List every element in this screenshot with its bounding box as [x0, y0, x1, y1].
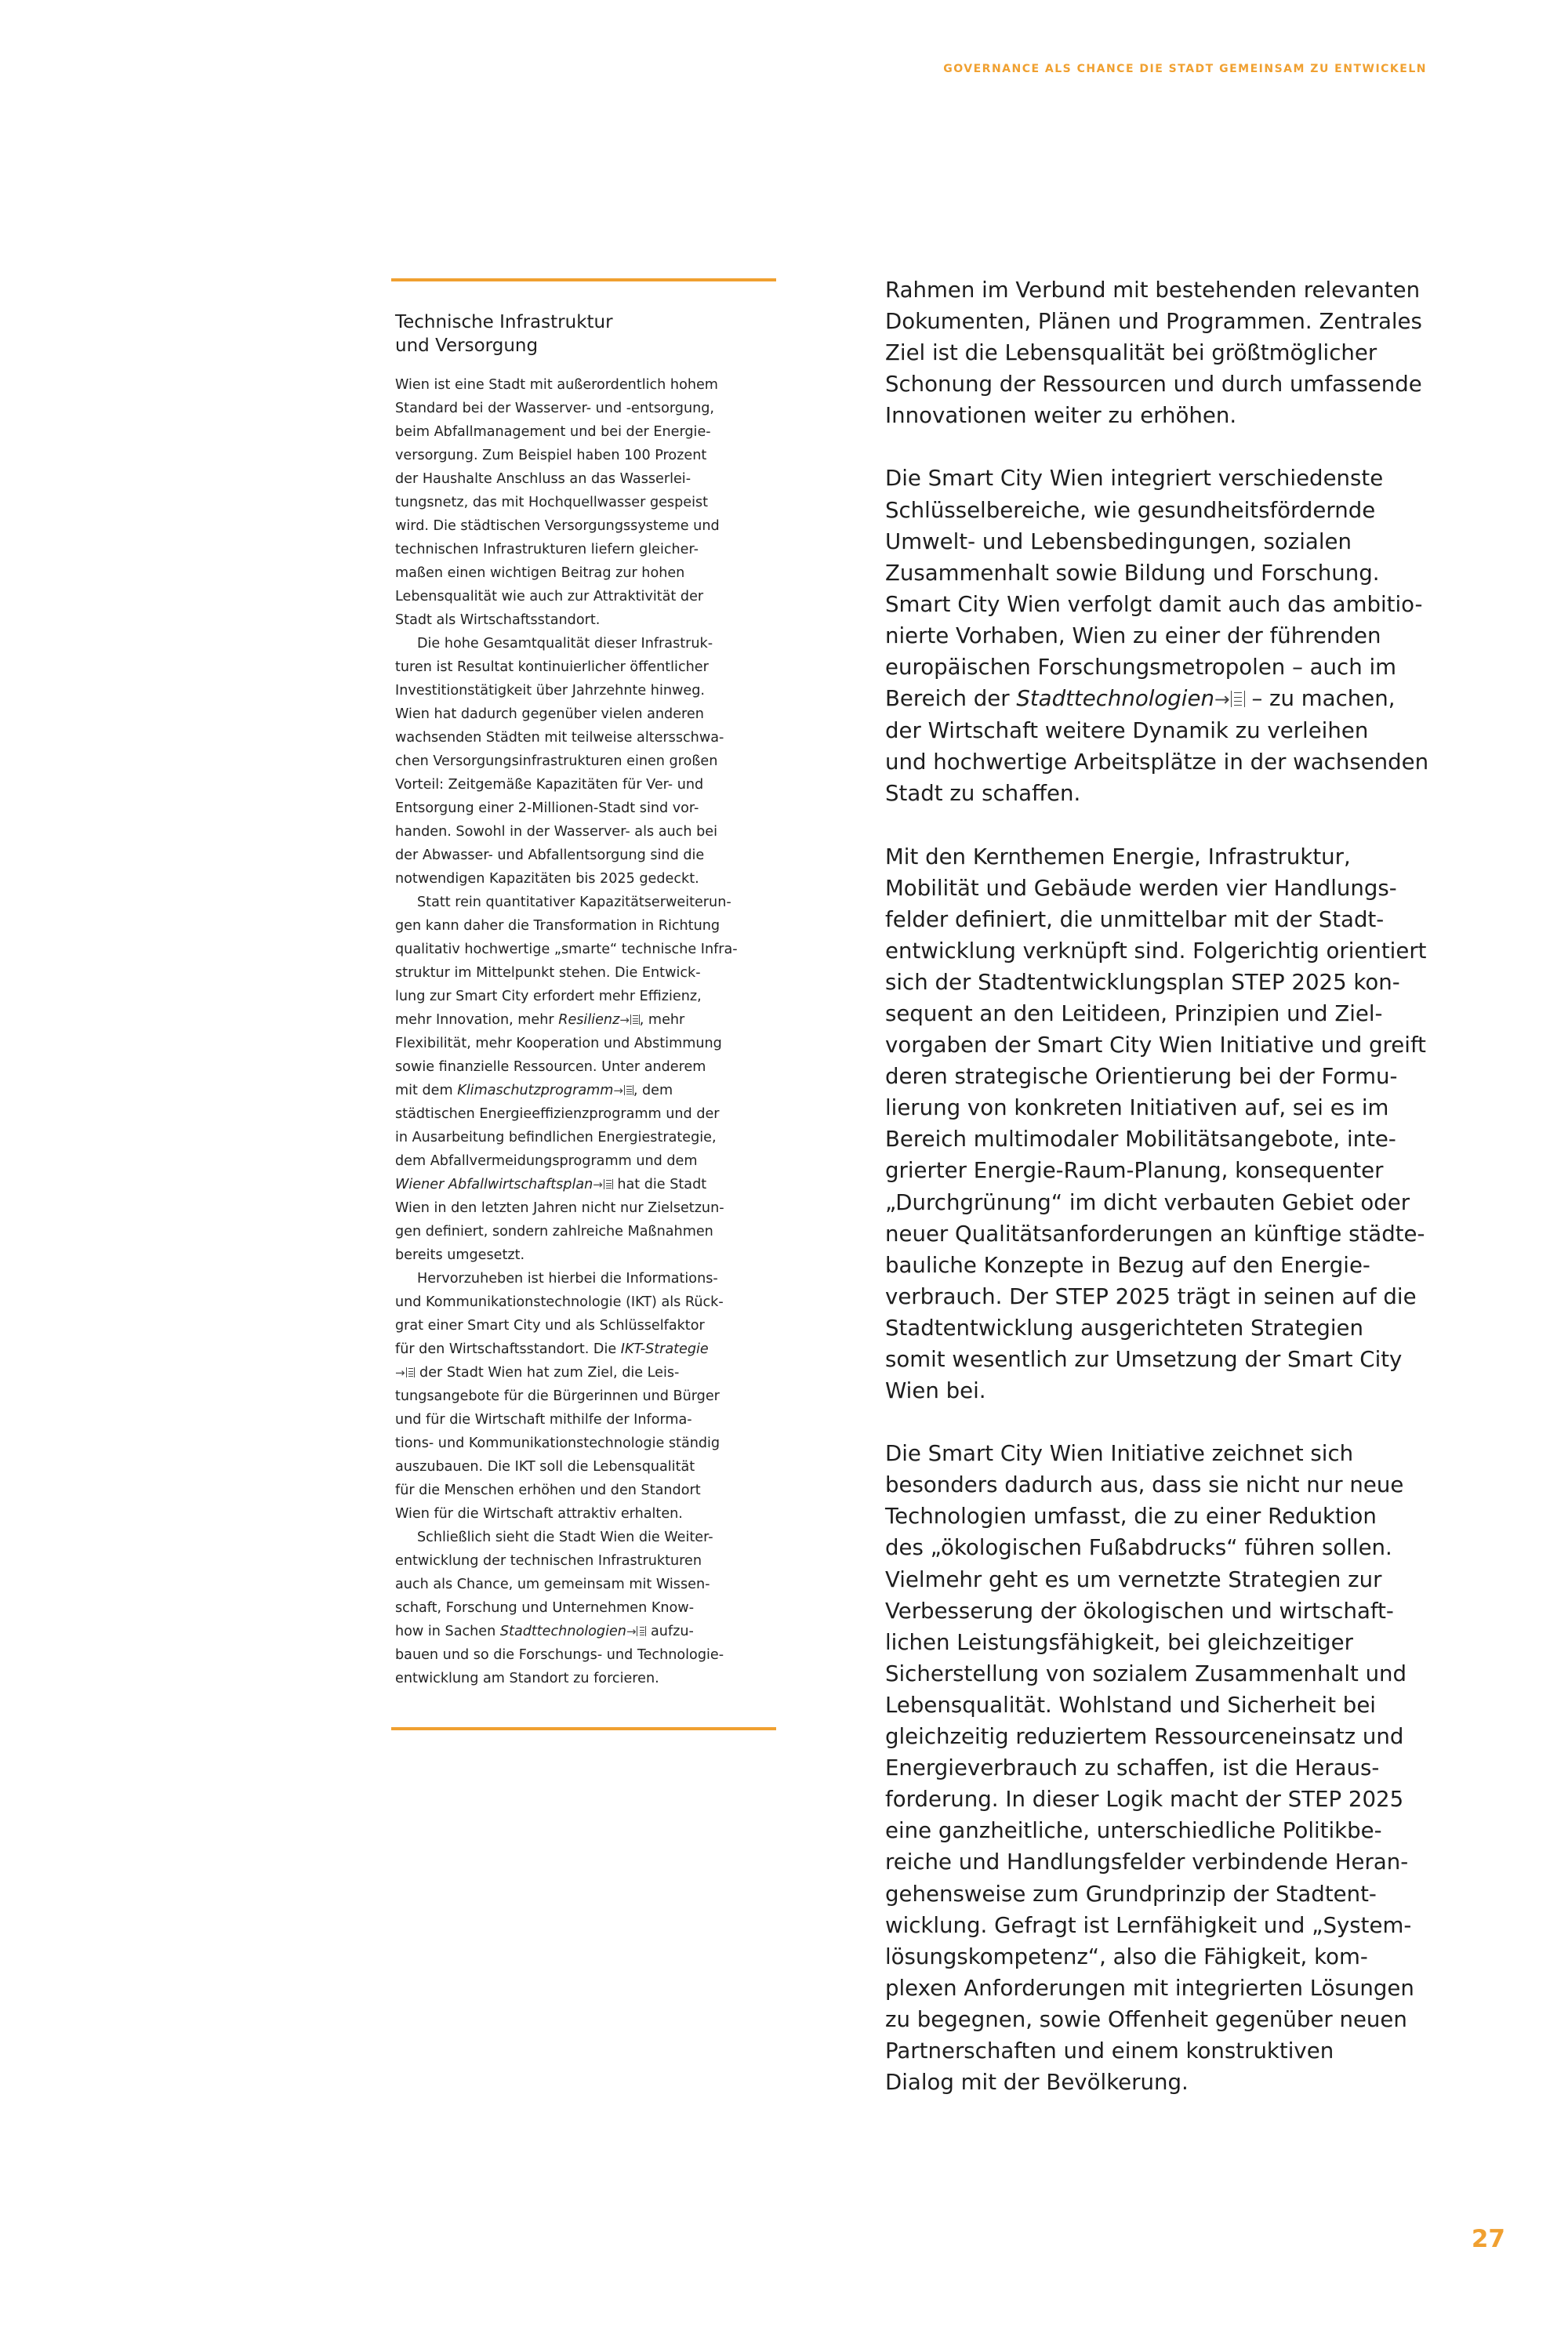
text-line: lichen Leistungsfähigkeit, bei gleichzeitiger	[885, 1628, 1353, 1655]
text-line: Rahmen im Verbund mit bestehenden relevanten	[885, 277, 1421, 303]
text-segment: der Stadt Wien hat zum Ziel, die Leis-	[415, 1365, 680, 1381]
text-line	[395, 1008, 771, 1032]
text-line: Lebensqualität. Wohlstand und Sicherheit bei	[885, 1691, 1376, 1718]
text-line: Vielmehr geht es um vernetzte Strategien zur	[885, 1566, 1382, 1592]
text-line: deren strategische Orientierung bei der Formu-	[885, 1063, 1398, 1090]
text-line	[395, 1361, 771, 1385]
text-line: „Durchgrünung“ im dicht verbauten Gebiet oder	[885, 1189, 1410, 1215]
text-line: Dokumenten, Plänen und Programmen. Zentrales	[885, 308, 1422, 335]
sidebar-paragraph-3	[395, 891, 771, 1267]
text-line: turen ist Resultat kontinuierlicher öffentlicher	[395, 659, 709, 675]
text-segment: aufzu-	[646, 1624, 694, 1639]
glossary-term-klimaschutzprogramm[interactable]: Klimaschutzprogramm	[457, 1083, 614, 1098]
sidebar-paragraph-2	[395, 632, 771, 891]
text-line: Bereich multimodaler Mobilitätsangebote, inte-	[885, 1126, 1396, 1152]
glossary-reference-icon[interactable]: →	[613, 1079, 633, 1102]
text-line: gleichzeitig reduziertem Ressourceneinsatz und	[885, 1723, 1404, 1750]
text-line: Schließlich sieht die Stadt Wien die Weiter-	[417, 1530, 713, 1545]
text-line	[885, 683, 1450, 715]
text-line: technischen Infrastrukturen liefern gleicher-	[395, 542, 699, 557]
text-segment: für den Wirtschaftsstandort. Die	[395, 1341, 621, 1357]
text-line: grat einer Smart City und als Schlüsselfaktor	[395, 1318, 705, 1334]
text-line	[395, 1173, 771, 1196]
sidebar-paragraph-1	[395, 373, 771, 632]
text-line: Technologien umfasst, die zu einer Reduktion	[885, 1503, 1377, 1530]
text-line: plexen Anforderungen mit integrierten Lösungen	[885, 1974, 1414, 2001]
text-line	[395, 1338, 771, 1361]
text-line: Zusammenhalt sowie Bildung und Forschung.	[885, 559, 1380, 586]
text-segment: , dem	[633, 1083, 673, 1098]
text-line: Mobilität und Gebäude werden vier Handlungs-	[885, 874, 1397, 901]
text-line: entwicklung der technischen Infrastrukturen	[395, 1553, 702, 1569]
text-line: Vorteil: Zeitgemäße Kapazitäten für Ver- und	[395, 777, 704, 793]
text-line: der Haushalte Anschluss an das Wasserlei-	[395, 471, 691, 487]
text-line: Schonung der Ressourcen und durch umfassende	[885, 371, 1422, 397]
text-segment: mehr Innovation, mehr	[395, 1012, 559, 1028]
glossary-term-abfallwirtschaftsplan[interactable]: Wiener Abfallwirtschaftsplan	[395, 1177, 593, 1192]
text-line: vorgaben der Smart City Wien Initiative und greift	[885, 1032, 1426, 1058]
text-line: Innovationen weiter zu erhöhen.	[885, 402, 1237, 429]
glossary-reference-icon[interactable]: →	[619, 1008, 639, 1032]
glossary-reference-icon[interactable]: →	[1214, 683, 1245, 715]
text-line: Mit den Kernthemen Energie, Infrastruktur,	[885, 843, 1351, 869]
glossary-reference-icon[interactable]: →	[593, 1173, 612, 1196]
text-line: Die hohe Gesamtqualität dieser Infrastruk-	[417, 636, 713, 652]
text-line: wird. Die städtischen Versorgungssysteme und	[395, 518, 720, 534]
text-segment: – zu machen,	[1244, 685, 1396, 712]
text-line: Smart City Wien verfolgt damit auch das ambitio-	[885, 590, 1423, 617]
text-line: Stadtentwicklung ausgerichteten Strategien	[885, 1314, 1363, 1341]
text-line: und Kommunikationstechnologie (IKT) als Rück-	[395, 1294, 724, 1310]
text-line: Flexibilität, mehr Kooperation und Abstimmung	[395, 1036, 722, 1051]
text-segment: how in Sachen	[395, 1624, 500, 1639]
text-line: der Wirtschaft weitere Dynamik zu verleihen	[885, 717, 1369, 744]
text-line: Wien ist eine Stadt mit außerordentlich hohem	[395, 377, 718, 393]
text-line: versorgung. Zum Beispiel haben 100 Prozent	[395, 448, 707, 463]
text-line: europäischen Forschungsmetropolen – auch im	[885, 654, 1397, 681]
text-segment: mit dem	[395, 1083, 458, 1098]
text-line: städtischen Energieeffizienzprogramm und der	[395, 1106, 720, 1122]
text-line: tungsangebote für die Bürgerinnen und Bürger	[395, 1388, 720, 1404]
text-line: struktur im Mittelpunkt stehen. Die Entwick-	[395, 965, 701, 981]
text-segment: hat die Stadt	[612, 1177, 707, 1192]
text-line: zu begegnen, sowie Offenheit gegenüber neuen	[885, 2005, 1407, 2032]
text-line: Partnerschaften und einem konstruktiven	[885, 2037, 1334, 2063]
text-line: eine ganzheitliche, unterschiedliche Politikbe-	[885, 1817, 1382, 1844]
text-line: Schlüsselbereiche, wie gesundheitsfördernde	[885, 496, 1376, 523]
text-line: sequent an den Leitideen, Prinzipien und Ziel-	[885, 1000, 1383, 1026]
text-line: neuer Qualitätsanforderungen an künftige städte-	[885, 1220, 1425, 1247]
sidebar-paragraph-4	[395, 1267, 771, 1526]
text-segment: , mehr	[639, 1012, 685, 1028]
text-line: entwicklung am Standort zu forcieren.	[395, 1671, 659, 1686]
text-line: des „ökologischen Fußabdrucks“ führen sollen.	[885, 1534, 1392, 1561]
text-line: und für die Wirtschaft mithilfe der Informa-	[395, 1412, 692, 1428]
text-line: und hochwertige Arbeitsplätze in der wachsenden	[885, 749, 1429, 775]
text-line: für die Menschen erhöhen und den Standort	[395, 1483, 701, 1498]
text-line: Stadt als Wirtschaftsstandort.	[395, 612, 601, 628]
text-line	[395, 1620, 771, 1643]
text-line: nierte Vorhaben, Wien zu einer der führenden	[885, 622, 1381, 648]
text-line: Statt rein quantitativer Kapazitätserweiterun-	[417, 895, 731, 910]
glossary-term-stadttechnologien[interactable]: Stadttechnologien	[499, 1624, 626, 1639]
text-line: notwendigen Kapazitäten bis 2025 gedeckt.	[395, 871, 699, 887]
text-line: Sicherstellung von sozialem Zusammenhalt und	[885, 1660, 1407, 1686]
text-line: der Abwasser- und Abfallentsorgung sind die	[395, 848, 705, 863]
text-line: auszubauen. Die IKT soll die Lebensqualität	[395, 1459, 695, 1475]
sidebar-top-rule	[391, 278, 776, 281]
text-line: reiche und Handlungsfelder verbindende Heran-	[885, 1849, 1409, 1875]
sidebar-paragraph-5	[395, 1526, 771, 1690]
text-line: Entsorgung einer 2-Millionen-Stadt sind vor-	[395, 800, 699, 816]
main-paragraph-1	[885, 274, 1450, 431]
text-line: in Ausarbeitung befindlichen Energiestrategie,	[395, 1130, 717, 1145]
text-line: grierter Energie-Raum-Planung, konsequenter	[885, 1157, 1384, 1184]
glossary-reference-icon[interactable]: →	[395, 1361, 415, 1385]
main-column	[885, 274, 1450, 2129]
text-line: handen. Sowohl in der Wasserver- als auch bei	[395, 824, 717, 840]
text-line: gen kann daher die Transformation in Richtung	[395, 918, 720, 934]
text-line: Wien in den letzten Jahren nicht nur Zielsetzun-	[395, 1200, 724, 1216]
text-segment: Bereich der	[885, 685, 1017, 712]
sidebar-title	[395, 310, 771, 358]
text-line: tungsnetz, das mit Hochquellwasser gespeist	[395, 495, 709, 510]
main-paragraph-4	[885, 1438, 1450, 2098]
text-line: Wien bei.	[885, 1377, 986, 1404]
sidebar-title-line: und Versorgung	[395, 336, 539, 356]
page-number: 27	[1471, 2225, 1505, 2253]
text-line: verbrauch. Der STEP 2025 trägt in seinen auf die	[885, 1283, 1417, 1309]
text-line: Wien für die Wirtschaft attraktiv erhalten.	[395, 1506, 683, 1522]
text-line: tions- und Kommunikationstechnologie ständig	[395, 1436, 720, 1451]
text-line: chen Versorgungsinfrastrukturen einen großen	[395, 753, 718, 769]
sidebar-title-line: Technische Infrastruktur	[395, 312, 613, 332]
text-line: gehensweise zum Grundprinzip der Stadtent-	[885, 1880, 1377, 1907]
text-line: Dialog mit der Bevölkerung.	[885, 2069, 1189, 2096]
text-line: maßen einen wichtigen Beitrag zur hohen	[395, 565, 685, 581]
text-line: Ziel ist die Lebensqualität bei größtmöglicher	[885, 339, 1377, 366]
text-line: sich der Stadtentwicklungsplan STEP 2025 kon-	[885, 968, 1400, 995]
glossary-reference-icon[interactable]: →	[626, 1620, 646, 1643]
text-line: lung zur Smart City erfordert mehr Effizienz,	[395, 989, 702, 1004]
text-line: besonders dadurch aus, dass sie nicht nur neue	[885, 1472, 1404, 1498]
text-line: wicklung. Gefragt ist Lernfähigkeit und „System-	[885, 1911, 1412, 1938]
text-line: lösungskompetenz“, also die Fähigkeit, kom-	[885, 1943, 1368, 1969]
text-line: bauen und so die Forschungs- und Technologie-	[395, 1647, 724, 1663]
main-paragraph-3	[885, 841, 1450, 1407]
text-line: Investitionstätigkeit über Jahrzehnte hinweg.	[395, 683, 705, 699]
text-line: schaft, Forschung und Unternehmen Know-	[395, 1600, 695, 1616]
text-line: lierung von konkreten Initiativen auf, sei es im	[885, 1094, 1389, 1121]
glossary-term-resilienz[interactable]: Resilienz	[558, 1012, 620, 1028]
glossary-term-stadttechnologien[interactable]: Stadttechnologien	[1016, 685, 1214, 712]
main-paragraph-2	[885, 463, 1450, 809]
text-line: Die Smart City Wien integriert verschiedenste	[885, 465, 1384, 492]
text-line: Verbesserung der ökologischen und wirtschaft-	[885, 1597, 1394, 1624]
text-line: beim Abfallmanagement und bei der Energie-	[395, 424, 711, 440]
text-line: Die Smart City Wien Initiative zeichnet sich	[885, 1440, 1354, 1467]
text-line: dem Abfallvermeidungsprogramm und dem	[395, 1153, 698, 1169]
text-line: Lebensqualität wie auch zur Attraktivität der	[395, 589, 704, 604]
text-line: Wien hat dadurch gegenüber vielen anderen	[395, 706, 704, 722]
text-line: Umwelt- und Lebensbedingungen, sozialen	[885, 528, 1352, 554]
text-line: felder definiert, die unmittelbar mit der Stadt-	[885, 906, 1385, 932]
text-line: sowie finanzielle Ressourcen. Unter anderem	[395, 1059, 706, 1075]
sidebar-box	[395, 310, 771, 1690]
text-line: bereits umgesetzt.	[395, 1247, 525, 1263]
text-line: forderung. In dieser Logik macht der STEP 2025	[885, 1786, 1404, 1813]
text-line: Stadt zu schaffen.	[885, 780, 1081, 807]
text-line: somit wesentlich zur Umsetzung der Smart City	[885, 1346, 1403, 1372]
text-line: qualitativ hochwertige „smarte“ technische Infra-	[395, 942, 738, 957]
text-line: auch als Chance, um gemeinsam mit Wissen-	[395, 1577, 710, 1592]
running-head: GOVERNANCE ALS CHANCE DIE STADT GEMEINSAM ZU ENTWICKELN	[943, 63, 1427, 75]
text-line: Hervorzuheben ist hierbei die Informations-	[417, 1271, 718, 1287]
text-line: Energieverbrauch zu schaffen, ist die Heraus-	[885, 1755, 1380, 1781]
text-line: entwicklung verknüpft sind. Folgerichtig orientiert	[885, 937, 1427, 964]
text-line	[395, 1079, 771, 1102]
text-line: gen definiert, sondern zahlreiche Maßnahmen	[395, 1224, 713, 1240]
text-line: wachsenden Städten mit teilweise altersschwa-	[395, 730, 724, 746]
text-line: Standard bei der Wasserver- und -entsorgung,	[395, 401, 715, 416]
glossary-term-ikt-strategie[interactable]: IKT-Strategie	[620, 1341, 709, 1357]
sidebar-bottom-rule	[391, 1727, 776, 1730]
text-line: bauliche Konzepte in Bezug auf den Energie-	[885, 1251, 1370, 1278]
